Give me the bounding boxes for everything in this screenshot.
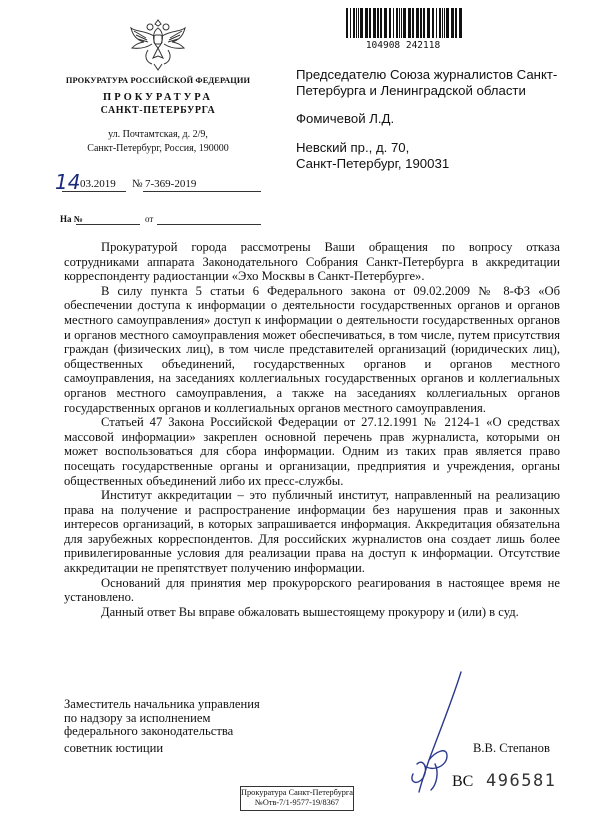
barcode-bar xyxy=(444,8,445,38)
date-underline xyxy=(62,191,126,192)
signatory-title-line: Заместитель начальника управления xyxy=(64,697,260,711)
body-paragraph: Статьей 47 Закона Российской Федерации от 27.12.1991 № 2124-1 «О средствах массовой информации» закреплен основной перечень прав журналиста, которыми он может воспользоваться для сбора информации. Одним из таких прав является право посещать государственные органы и организации, предприятия и учреждения, органы общественных объединений либо их пресс-службы. xyxy=(64,415,560,488)
body-paragraph: Институт аккредитации – это публичный институт, направленный на реализацию права на получение и распространение информации без нарушения прав и законных интересов организаций, в которых запрашивается информация. Аккредитация обязательна для зарубежных корреспондентов. Для российских журналистов она создает лишь более привилегированные условия для реализации права на доступ к информации. Отсутствие аккредитации не препятствует получению информации. xyxy=(64,488,560,576)
barcode-bar xyxy=(451,8,454,38)
signatory-title-line: по надзору за исполнением xyxy=(64,710,211,725)
barcode-number: 104908 242118 xyxy=(365,40,441,51)
body-paragraph: Оснований для принятия мер прокурорского реагирования в настоящее время не установлено. xyxy=(64,575,560,605)
reply-from-label: от xyxy=(145,214,154,224)
barcode-bar xyxy=(401,8,402,38)
outgoing-date: 03.2019 xyxy=(80,178,116,190)
barcode-bar xyxy=(384,8,387,38)
addressee-name: Фомичевой Л.Д. xyxy=(296,111,395,126)
barcode-bar xyxy=(377,8,379,38)
double-headed-eagle-icon xyxy=(128,18,188,74)
barcode-bar xyxy=(408,8,411,38)
barcode-bar xyxy=(389,8,391,38)
barcode-bar xyxy=(356,8,357,38)
signatory-title xyxy=(64,698,260,739)
signatory-title-line: федерального законодательства xyxy=(64,724,234,738)
barcode-bar xyxy=(346,8,348,38)
stamp-number: №Отв-7/1-9577-19/8367 xyxy=(254,798,340,807)
outgoing-number: 7-369-2019 xyxy=(145,178,197,190)
addressee-line: Петербурга и Ленинградской области xyxy=(296,83,526,98)
reply-from-underline xyxy=(157,224,261,225)
reply-number-label: На № xyxy=(60,214,83,224)
barcode-bar xyxy=(459,8,462,38)
barcode-bar xyxy=(420,8,422,38)
registration-stamp xyxy=(240,786,354,811)
barcode-bar xyxy=(436,8,437,38)
form-series: ВС xyxy=(452,773,474,790)
barcode-bar xyxy=(423,8,425,38)
barcode xyxy=(344,8,462,38)
body-paragraph: Прокуратурой города рассмотрены Ваши обращения по вопросу отказа сотрудниками аппарата Законодательного Собрания Санкт-Петербурга в аккредитации корреспонденту радиостанции «Эхо Москвы в Санкт-Петербурге». xyxy=(64,240,560,284)
org-name-federation: ПРОКУРАТУРА РОССИЙСКОЙ ФЕДЕРАЦИИ xyxy=(65,76,251,85)
barcode-bar xyxy=(455,8,457,38)
signatory-rank: советник юстиции xyxy=(64,741,164,755)
body-paragraph: Данный ответ Вы вправе обжаловать вышестоящему прокурору и (или) в суд. xyxy=(101,604,519,619)
barcode-bar xyxy=(446,8,449,38)
barcode-bar xyxy=(358,8,359,38)
number-underline xyxy=(143,191,261,192)
handwritten-day: 14 xyxy=(55,170,81,194)
barcode-bar xyxy=(365,8,368,38)
barcode-bar xyxy=(432,8,434,38)
barcode-bar xyxy=(350,8,351,38)
reply-number-underline xyxy=(76,224,140,225)
barcode-bar xyxy=(360,8,363,38)
addressee-address: Невский пр., д. 70, xyxy=(296,140,410,155)
stamp-org: Прокуратура Санкт-Петербурга xyxy=(241,788,353,797)
barcode-bar xyxy=(416,8,419,38)
barcode-bar xyxy=(380,8,382,38)
addressee-address: Санкт-Петербург, 190031 xyxy=(296,156,450,171)
barcode-bar xyxy=(439,8,441,38)
org-name-city: САНКТ-ПЕТЕРБУРГА xyxy=(100,105,216,116)
barcode-bar xyxy=(412,8,414,38)
barcode-bar xyxy=(373,8,376,38)
letter-body xyxy=(64,240,560,619)
barcode-bar xyxy=(403,8,406,38)
form-serial-number: 496581 xyxy=(486,771,557,791)
barcode-bar xyxy=(442,8,443,38)
org-address-city: Санкт-Петербург, Россия, 190000 xyxy=(87,143,229,154)
barcode-bar xyxy=(396,8,398,38)
signatory-name: В.В. Степанов xyxy=(473,741,550,755)
body-paragraph: В силу пункта 5 статьи 6 Федерального закона от 09.02.2009 № 8-ФЗ «Об обеспечении доступа к информации о деятельности государственных органов и органов местного самоуправления» доступ к информации о деятельности государственных органов и органов местного самоуправления может обеспечиваться, в том числе, путем присутствия граждан (физических лиц), в том числе представителей организаций (юридических лиц), общественных объединений, государственных органов и органов местного самоуправления, на заседаниях коллегиальных государственных органов и коллегиальных органов местного самоуправления, а также на заседаниях коллегиальных органов государственных органов и коллегиальных органов местного самоуправления. xyxy=(64,283,560,415)
org-address-street: ул. Почтамтская, д. 2/9, xyxy=(108,129,208,140)
barcode-bar xyxy=(393,8,394,38)
addressee-line: Председателю Союза журналистов Санкт- xyxy=(296,67,558,82)
barcode-bar xyxy=(427,8,430,38)
org-name-prosecutor: ПРОКУРАТУРА xyxy=(103,92,213,103)
barcode-bar xyxy=(353,8,355,38)
number-label: № xyxy=(132,178,143,190)
barcode-bar xyxy=(369,8,371,38)
barcode-bar xyxy=(399,8,400,38)
